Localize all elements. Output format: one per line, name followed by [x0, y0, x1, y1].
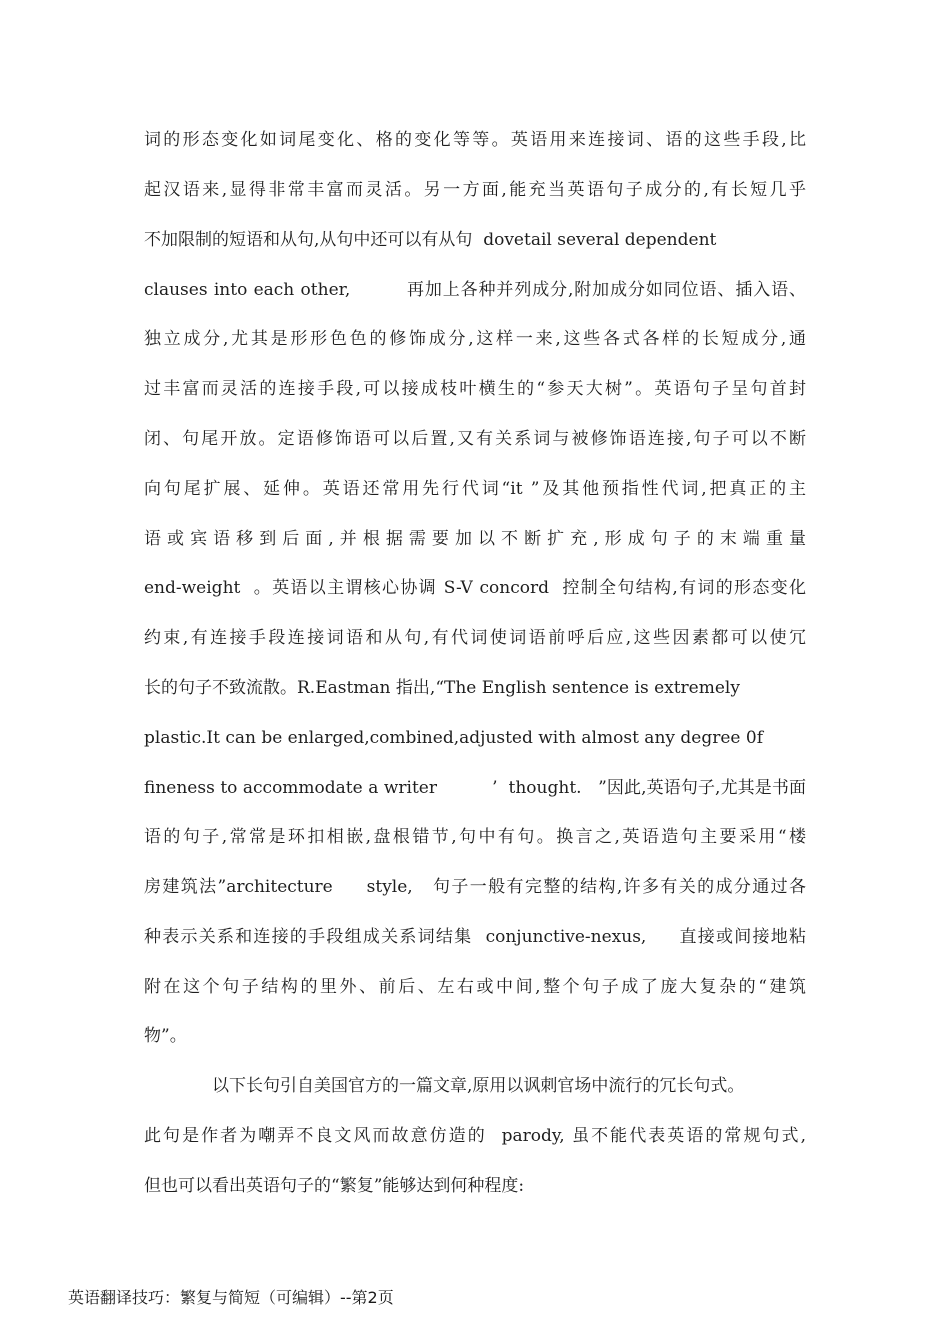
- body-text-line: 起汉语来,显得非常丰富而灵活。另一方面,能充当英语句子成分的,有长短几乎: [144, 180, 806, 200]
- body-text-line: 语的句子,常常是环扣相嵌,盘根错节,句中有句。换言之,英语造句主要采用“楼: [144, 827, 806, 847]
- body-text-line: 此句是作者为嘲弄不良文风而故意仿造的 parody, 虽不能代表英语的常规句式,: [144, 1126, 806, 1146]
- body-text-line: plastic.It can be enlarged,combined,adjusted with almost any degree 0f: [144, 728, 763, 748]
- body-text-line: 但也可以看出英语句子的“繁复”能够达到何种程度:: [144, 1176, 525, 1196]
- body-text-line: fineness to accommodate a writer ’ thought. ”因此,英语句子,尤其是书面: [144, 778, 806, 798]
- body-text-line: end-weight 。英语以主谓核心协调 S-V concord 控制全句结构,有词的形态变化: [144, 578, 806, 598]
- body-text-line: clauses into each other, 再加上各种并列成分,附加成分如同位语、插入语、: [144, 280, 806, 300]
- body-text-line: 不加限制的短语和从句,从句中还可以有从句 dovetail several dependent: [144, 230, 717, 250]
- body-text-line: 语或宾语移到后面,并根据需要加以不断扩充,形成句子的末端重量: [144, 529, 806, 549]
- body-text-line: 房建筑法”architecture style, 句子一般有完整的结构,许多有关的成分通过各: [144, 877, 806, 897]
- body-text-line: 独立成分,尤其是形形色色的修饰成分,这样一来,这些各式各样的长短成分,通: [144, 329, 806, 349]
- body-text-line: 向句尾扩展、延伸。英语还常用先行代词“it ”及其他预指性代词,把真正的主: [144, 479, 806, 499]
- page-footer: 英语翻译技巧：繁复与简短（可编辑）--第2页: [68, 1288, 394, 1307]
- body-text-line: 种表示关系和连接的手段组成关系词结集 conjunctive-nexus, 直接或间接地粘: [144, 927, 806, 947]
- body-text-line: 附在这个句子结构的里外、前后、左右或中间,整个句子成了庞大复杂的“建筑: [144, 977, 806, 997]
- body-text-line: 长的句子不致流散。R.Eastman 指出,“The English sentence is extremely: [144, 678, 740, 698]
- body-text-line: 闭、句尾开放。定语修饰语可以后置,又有关系词与被修饰语连接,句子可以不断: [144, 429, 806, 449]
- body-text-line: 过丰富而灵活的连接手段,可以接成枝叶横生的“参天大树”。英语句子呈句首封: [144, 379, 806, 399]
- body-text-line: 约束,有连接手段连接词语和从句,有代词使词语前呼后应,这些因素都可以使冗: [144, 628, 806, 648]
- body-text-line: 词的形态变化如词尾变化、格的变化等等。英语用来连接词、语的这些手段,比: [144, 130, 806, 150]
- body-text-line: 物”。: [144, 1026, 187, 1046]
- paragraph-first-line: 以下长句引自美国官方的一篇文章,原用以讽刺官场中流行的冗长句式。: [212, 1076, 745, 1096]
